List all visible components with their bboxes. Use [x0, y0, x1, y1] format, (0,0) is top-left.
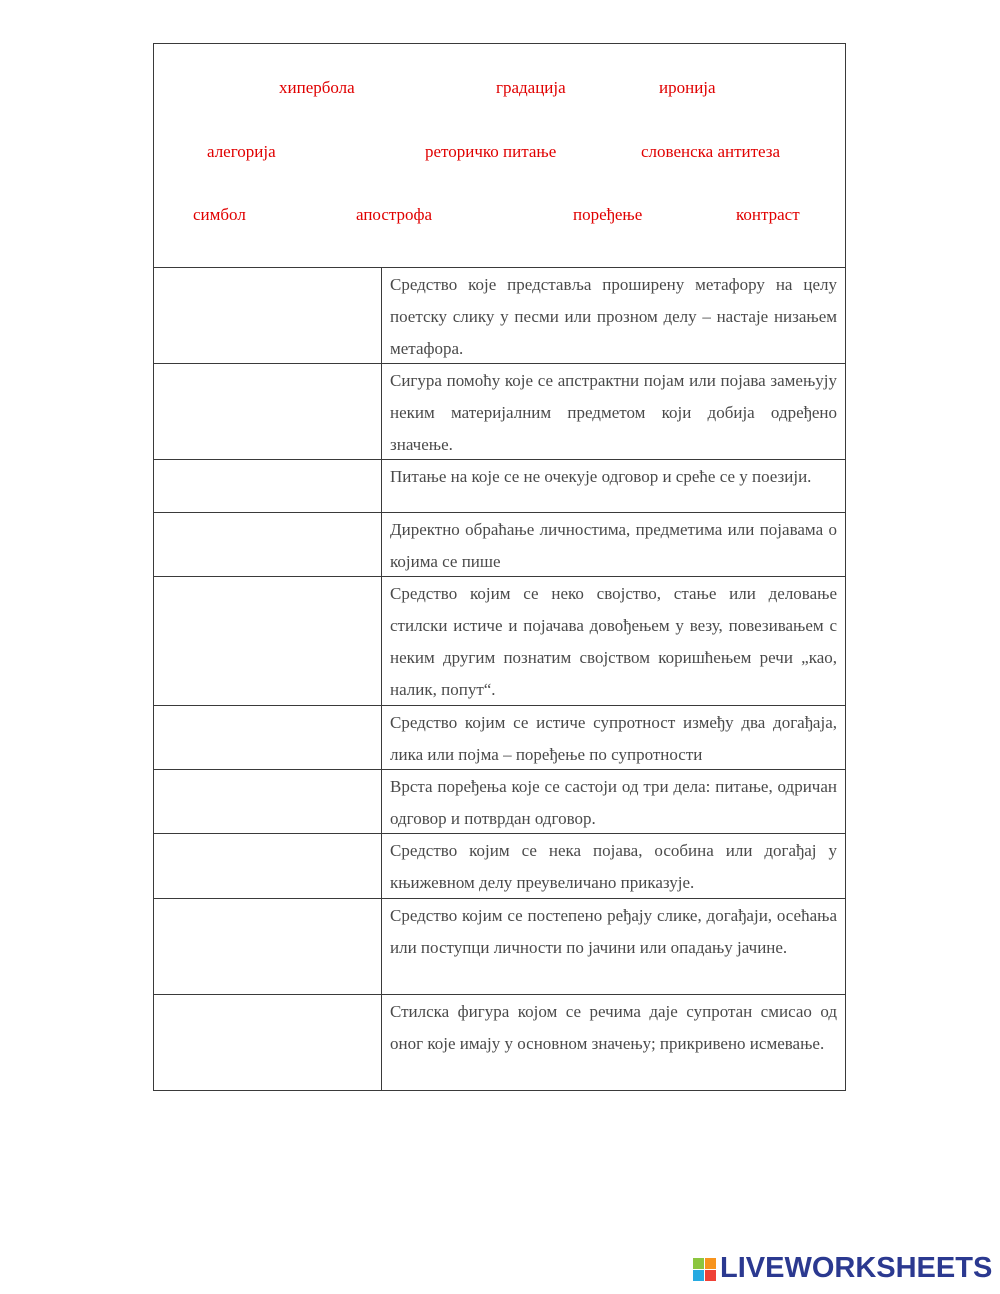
answer-drop-zone[interactable]: [154, 834, 382, 898]
answer-drop-zone[interactable]: [154, 995, 382, 1090]
table-row: [154, 460, 845, 513]
term-contrast[interactable]: контраст: [736, 205, 800, 224]
term-hyperbole[interactable]: хипербола: [279, 78, 355, 97]
definition-text: Средство којим се нека појава, особина или догађај у књижевном делу преувеличано приказује.: [390, 841, 837, 892]
term-irony[interactable]: иронија: [659, 78, 716, 97]
answer-drop-zone[interactable]: [154, 364, 382, 459]
logo-square-icon: [705, 1270, 716, 1281]
definition-text: Средство којим се неко својство, стање или деловање стилски истиче и појачава довођењем у везу, повезивањем с неким другим познатим својством коришћењем речи „као, налик, попут“.: [390, 584, 837, 699]
logo-square-icon: [693, 1270, 704, 1281]
table-row: [154, 513, 845, 577]
definition-text: Стилска фигура којом се речима даје супротан смисао од оног које имају у основном значењу; прикривено исмевање.: [390, 1002, 837, 1053]
word-bank: [154, 44, 845, 268]
table-row: [154, 706, 845, 770]
logo-square-icon: [693, 1258, 704, 1269]
definition-text: Средство које представља проширену метафору на целу поетску слику у песми или прозном делу – настаје низањем метафора.: [390, 275, 837, 358]
worksheet-table: [153, 43, 846, 1091]
liveworksheets-logo: [693, 1252, 992, 1284]
answer-drop-zone[interactable]: [154, 577, 382, 705]
term-symbol[interactable]: симбол: [193, 205, 246, 224]
table-row: [154, 577, 845, 706]
logo-text: LIVEWORKSHEETS: [720, 1252, 993, 1284]
answer-drop-zone[interactable]: [154, 268, 382, 363]
definition-text: Врста поређења које се састоји од три дела: питање, одричан одговор и потврдан одговор.: [390, 777, 837, 828]
table-row: [154, 995, 845, 1090]
answer-drop-zone[interactable]: [154, 513, 382, 576]
term-rhetorical-question[interactable]: реторичко питање: [425, 142, 557, 161]
logo-square-icon: [705, 1258, 716, 1269]
definition-text: Директно обраћање личностима, предметима или појавама о којима се пише: [390, 520, 837, 571]
table-row: [154, 268, 845, 364]
definition-text: Сигура помоћу које се апстрактни појам или појава замењују неким материјалним предметом који добија одређено значење.: [390, 371, 837, 454]
term-gradation[interactable]: градација: [496, 78, 566, 97]
table-row: [154, 364, 845, 460]
term-slavic-antithesis[interactable]: словенска антитеза: [641, 142, 781, 161]
logo-mark-icon: [693, 1258, 716, 1281]
term-apostrophe[interactable]: апострофа: [356, 205, 433, 224]
table-row: [154, 770, 845, 834]
answer-drop-zone[interactable]: [154, 899, 382, 994]
term-comparison[interactable]: поређење: [573, 205, 643, 224]
table-row: [154, 899, 845, 995]
answer-drop-zone[interactable]: [154, 460, 382, 512]
definition-text: Питање на које се не очекује одговор и среће се у поезији.: [390, 467, 812, 486]
term-allegory[interactable]: алегорија: [207, 142, 276, 161]
definition-text: Средство којим се постепено ређају слике, догађаји, осећања или поступци личности по јачини или опадању јачине.: [390, 906, 837, 957]
answer-drop-zone[interactable]: [154, 770, 382, 833]
answer-drop-zone[interactable]: [154, 706, 382, 769]
definition-rows: [154, 268, 845, 1090]
table-row: [154, 834, 845, 899]
definition-text: Средство којим се истиче супротност између два догађаја, лика или појма – поређење по супротности: [390, 713, 837, 764]
